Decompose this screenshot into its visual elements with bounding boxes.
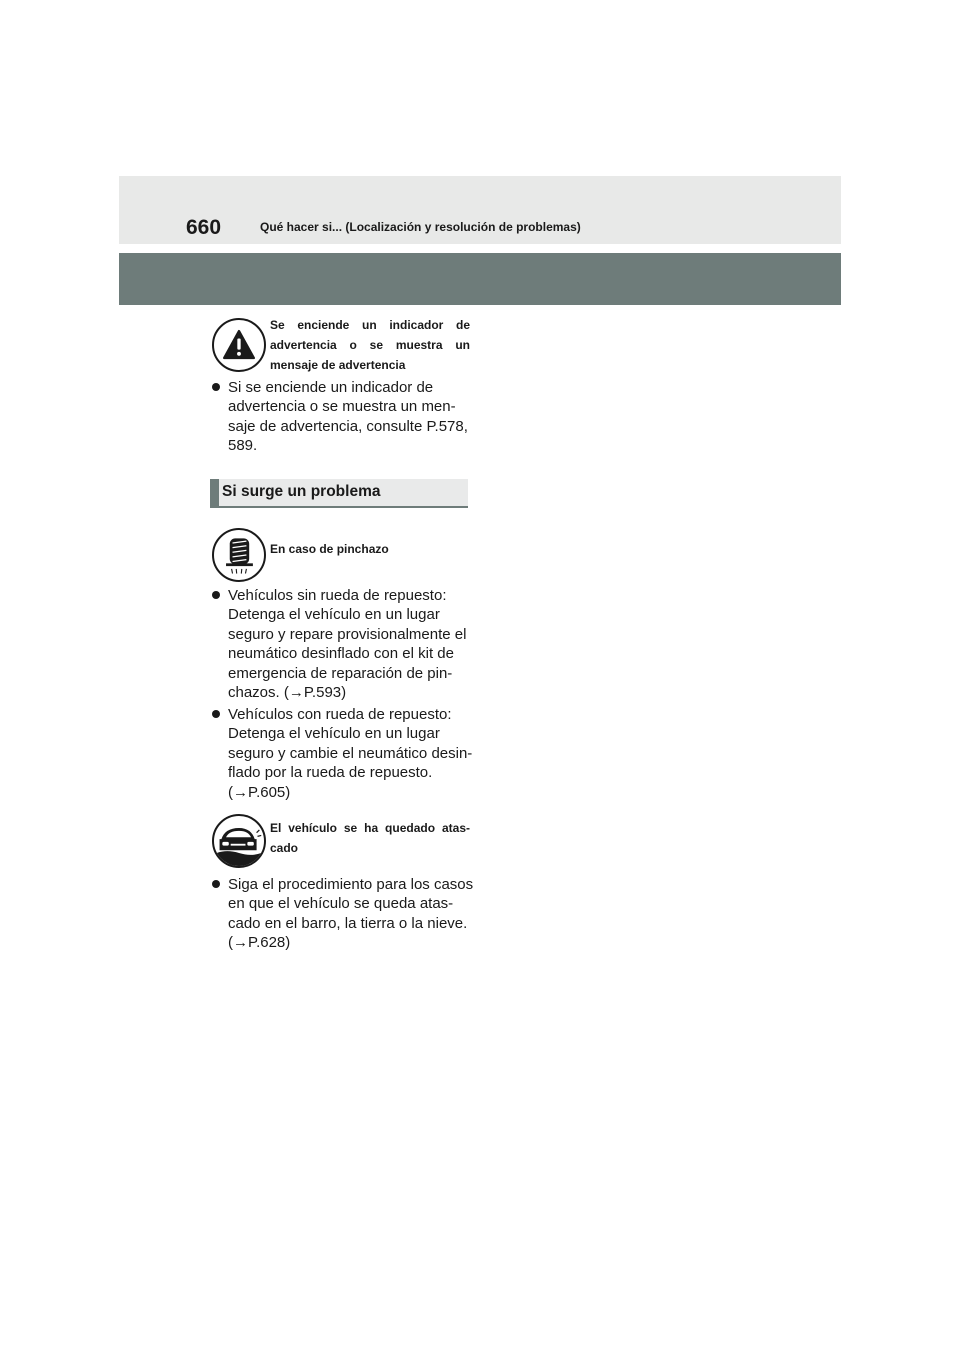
heading-accent <box>210 479 219 506</box>
page-title: Qué hacer si... (Localización y resolución de problemas) <box>260 220 581 234</box>
bullet-icon <box>212 591 220 599</box>
tire-puncture-item <box>212 528 470 582</box>
car-stuck-icon <box>212 814 266 868</box>
section-heading-label: Si surge un problema <box>222 483 381 500</box>
bullet-icon <box>212 710 220 718</box>
list-item <box>212 705 474 802</box>
list-item-text: Vehículos con rueda de repuesto: Detenga el vehículo en un lugar seguro y cambie el neumático desin- flado por la rueda de repuesto. (→P.605) <box>228 706 473 801</box>
warning-icon <box>212 318 266 372</box>
list-item <box>212 378 474 456</box>
list-item <box>212 586 474 702</box>
list-item-text: Vehículos sin rueda de repuesto: Detenga el vehículo en un lugar seguro y repare provisionalmente el neumático desinflado con el kit de emergencia de reparación de pin- chazos. (→P.593) <box>228 587 467 702</box>
list-item <box>212 875 474 953</box>
car-stuck-item <box>212 814 470 870</box>
page-number: 660 <box>186 216 222 239</box>
warning-item <box>212 315 470 375</box>
tire-puncture-icon <box>212 528 266 582</box>
warning-item-label: Se enciende un indicador de advertencia o se muestra un mensaje de advertencia <box>270 318 470 372</box>
list-item-text: Siga el procedimiento para los casos en que el vehículo se queda atas- cado en el barro, la tierra o la nieve. (→P.628) <box>228 876 474 952</box>
bullet-icon <box>212 880 220 888</box>
section-heading <box>210 479 468 508</box>
car-stuck-item-label: El vehículo se ha quedado atas- cado <box>270 821 470 855</box>
bullet-icon <box>212 383 220 391</box>
section-band <box>119 253 841 305</box>
list-item-text: Si se enciende un indicador de advertencia o se muestra un men- saje de advertencia, consulte P.578, 589. <box>228 379 468 455</box>
tire-puncture-item-label: En caso de pinchazo <box>270 542 389 556</box>
